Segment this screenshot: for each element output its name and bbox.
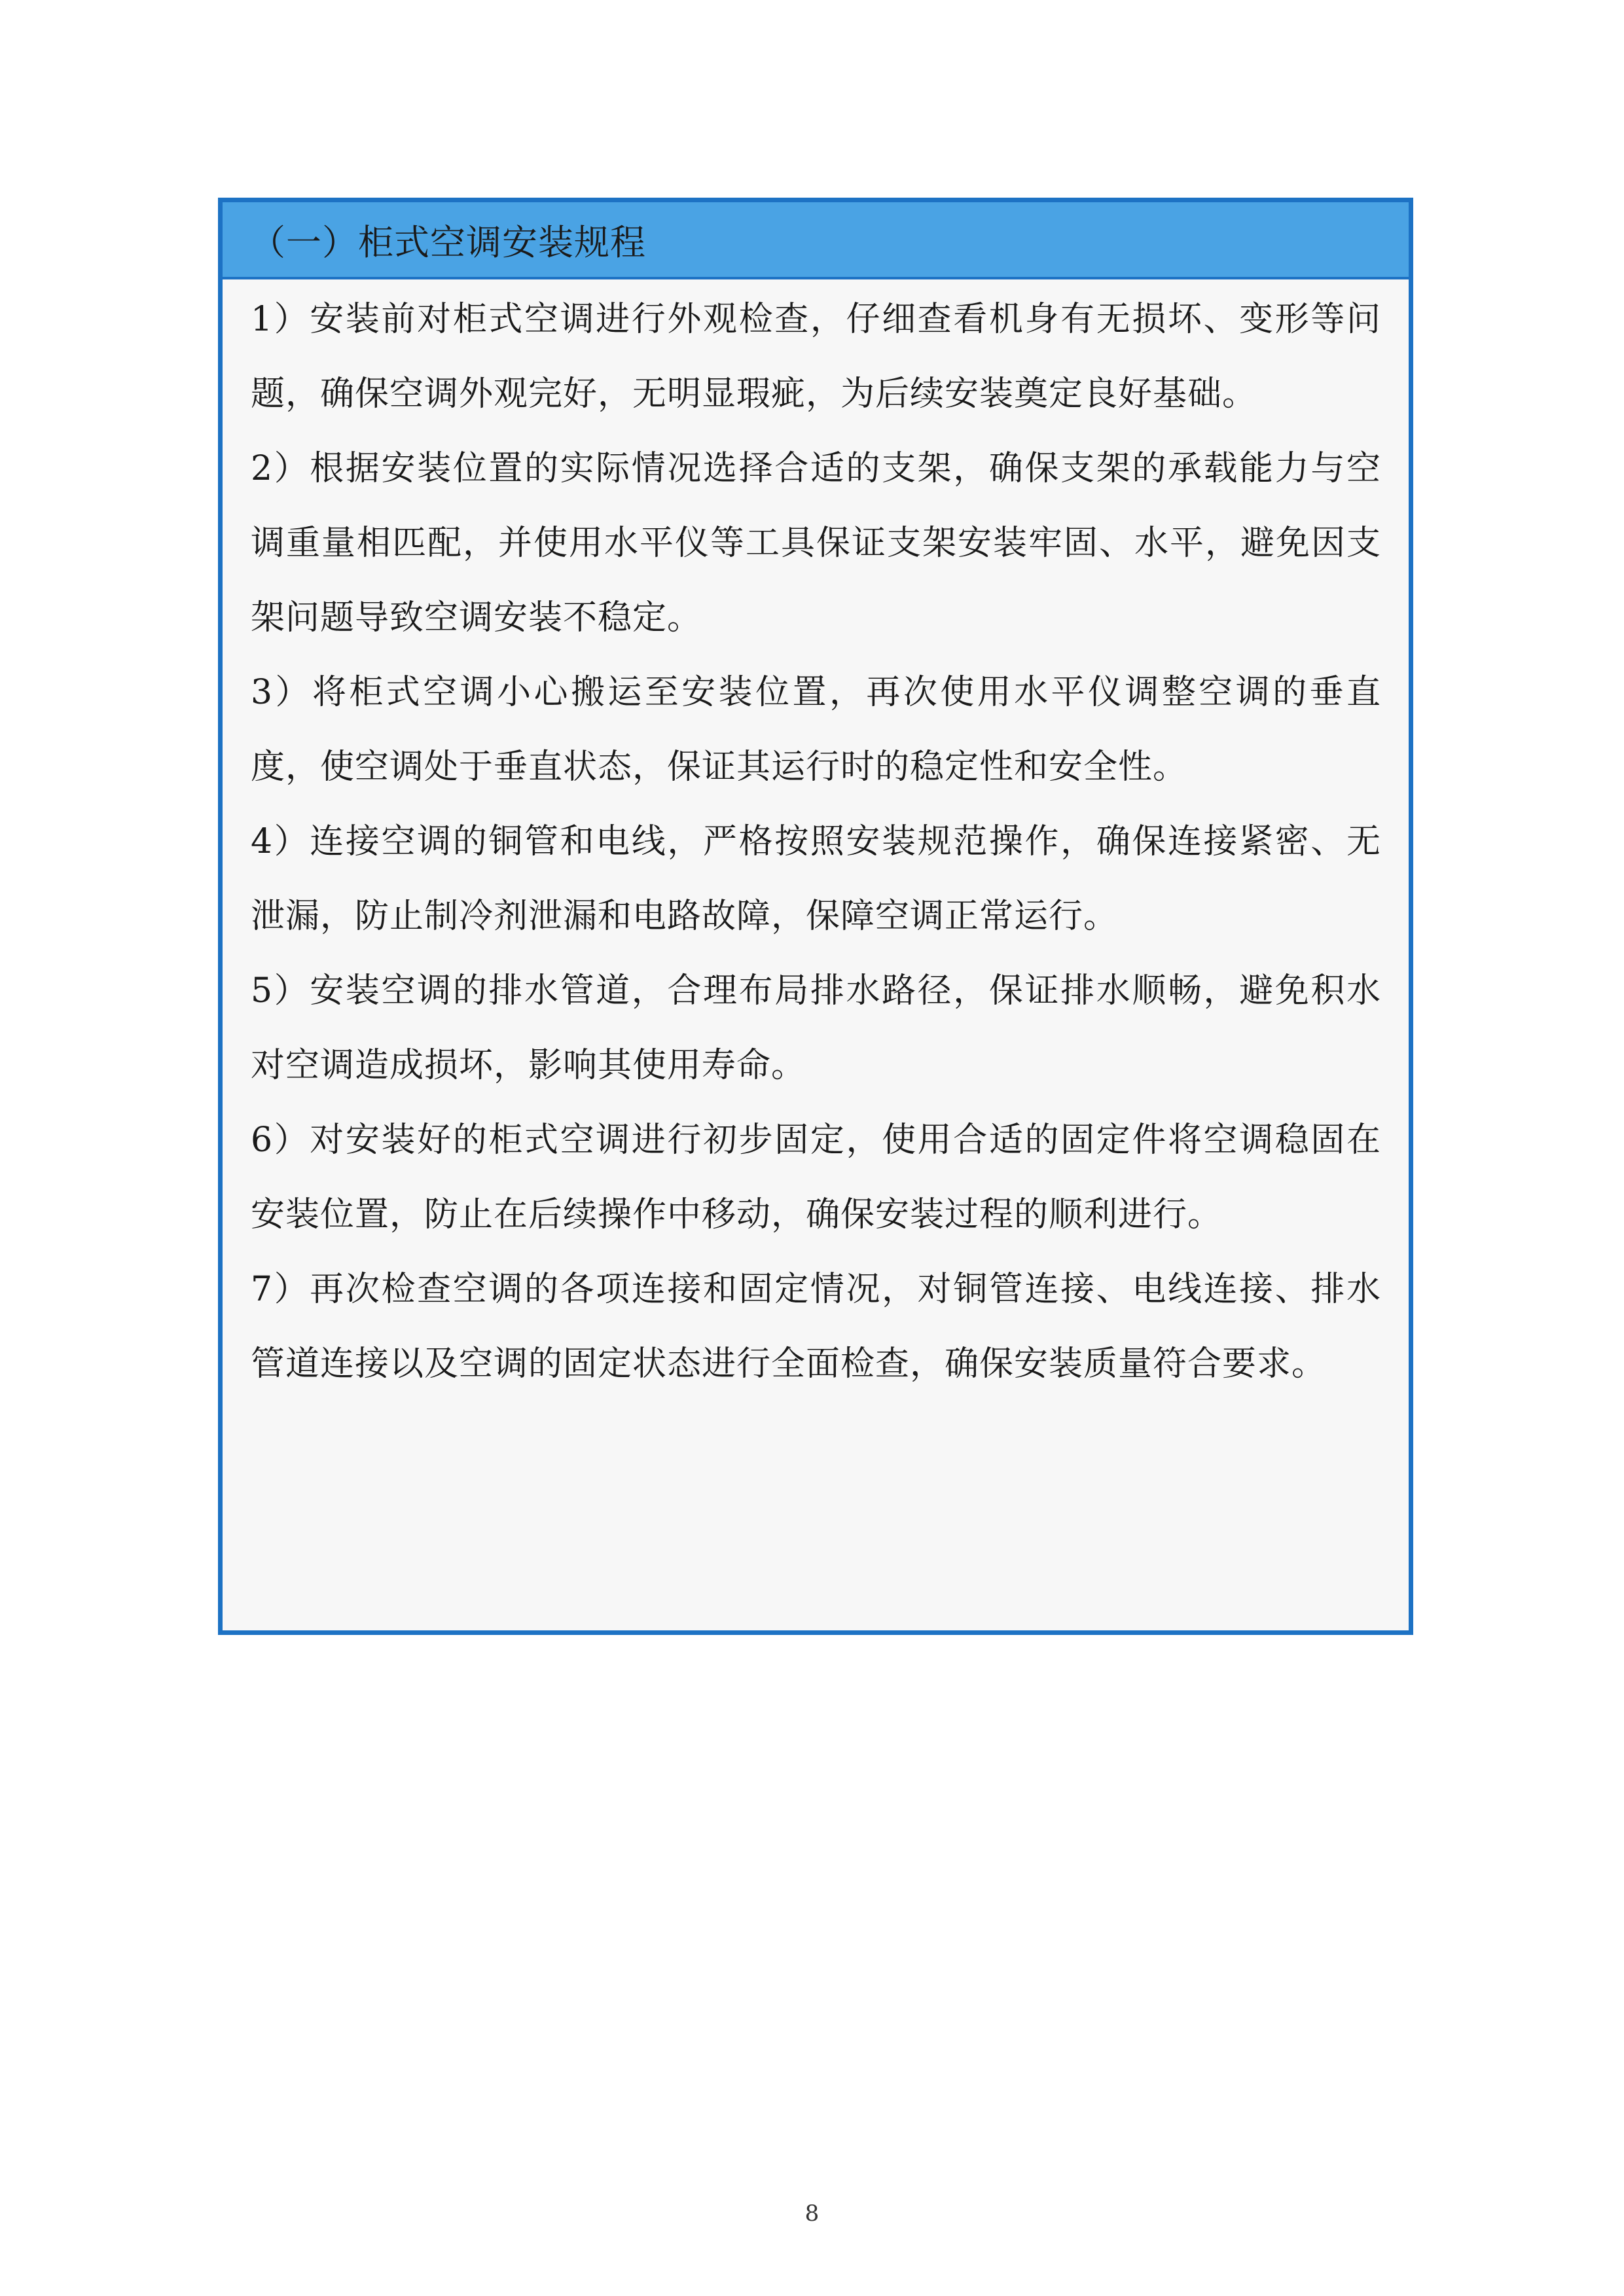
step-4: 4）连接空调的铜管和电线，严格按照安装规范操作，确保连接紧密、无泄漏，防止制冷剂泄漏和电路故障，保障空调正常运行。 (251, 822, 1381, 936)
section-title: （一）柜式空调安装规程 (250, 221, 646, 263)
section-header (223, 202, 1409, 279)
step-2: 2）根据安装位置的实际情况选择合适的支架，确保支架的承载能力与空调重量相匹配，并使用水平仪等工具保证支架安装牢固、水平，避免因支架问题导致空调安装不稳定。 (251, 449, 1381, 637)
step-7: 7）再次检查空调的各项连接和固定情况，对铜管连接、电线连接、排水管道连接以及空调的固定状态进行全面检查，确保安装质量符合要求。 (251, 1270, 1381, 1384)
procedure-body (223, 279, 1409, 1401)
step-5: 5）安装空调的排水管道，合理布局排水路径，保证排水顺畅，避免积水对空调造成损坏，影响其使用寿命。 (251, 971, 1381, 1085)
step-6: 6）对安装好的柜式空调进行初步固定，使用合适的固定件将空调稳固在安装位置，防止在后续操作中移动，确保安装过程的顺利进行。 (251, 1121, 1381, 1234)
step-3: 3）将柜式空调小心搬运至安装位置，再次使用水平仪调整空调的垂直度，使空调处于垂直状态，保证其运行时的稳定性和安全性。 (251, 673, 1381, 787)
page-number: 8 (804, 2200, 820, 2227)
procedure-box (218, 198, 1413, 1635)
step-1: 1）安装前对柜式空调进行外观检查，仔细查看机身有无损坏、变形等问题，确保空调外观完好，无明显瑕疵，为后续安装奠定良好基础。 (251, 300, 1381, 414)
